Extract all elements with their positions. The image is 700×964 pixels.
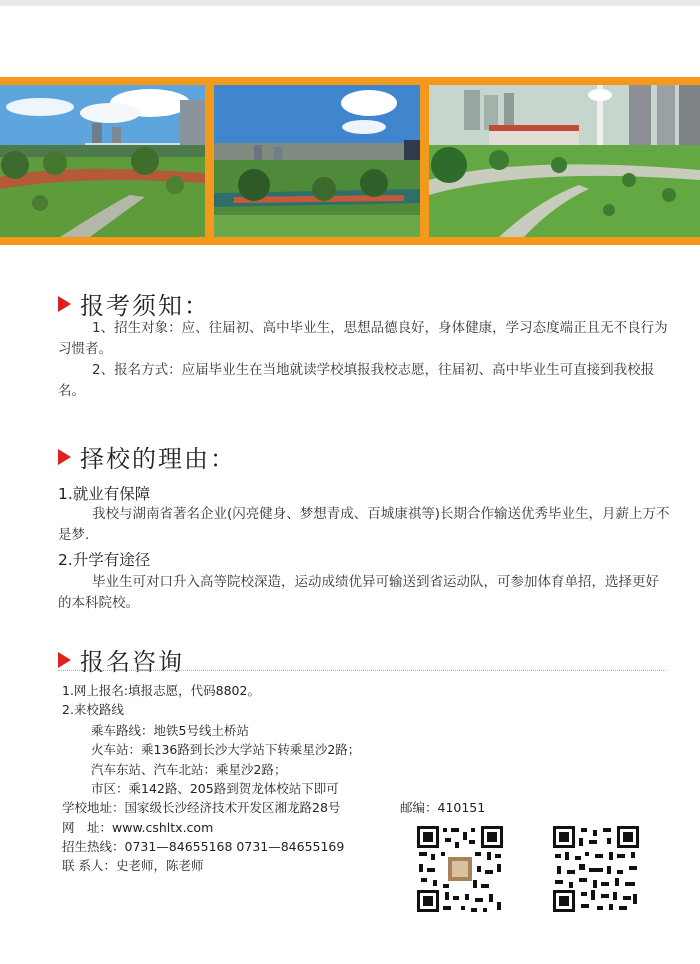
- postcode: 邮编：410151: [400, 800, 486, 815]
- reason-2-text: [58, 572, 670, 614]
- route-heading: 2.来校路线: [62, 702, 124, 717]
- route-metro: 乘车路线：地铁5号线土桥站: [91, 723, 249, 738]
- notice-title: 报考须知：: [80, 292, 210, 320]
- contact-persons: 联 系人：史老师，陈老师: [62, 858, 204, 873]
- notice-item-1: [58, 318, 670, 360]
- reason-1-text: [58, 504, 670, 546]
- route-bus-station: 汽车东站、汽车北站：乘星沙2路；: [91, 762, 287, 777]
- red-arrow-icon: [58, 296, 71, 312]
- notice-heading: [58, 286, 210, 321]
- reasons-heading: [58, 439, 236, 474]
- campus-photo-1: [0, 85, 205, 237]
- top-rule: [0, 0, 700, 6]
- website[interactable]: 网 址：www.cshltx.com: [62, 820, 214, 835]
- dotted-divider: [58, 670, 666, 671]
- notice-item-2: [58, 360, 670, 402]
- consult-heading: [58, 642, 184, 677]
- reason-2-body: 毕业生可对口升入高等院校深造，运动成绩优异可输送到省运动队，可参加体育单招，选择更好的本科院校。: [58, 574, 659, 611]
- consult-title: 报名咨询: [80, 648, 184, 676]
- campus-photo-3: [429, 85, 700, 237]
- qr-code-icon: [415, 824, 505, 914]
- notice-item-1-text: 1、招生对象：应、往届初、高中毕业生，思想品德良好，身体健康，学习态度端正且无不良行为习惯者。: [58, 320, 668, 357]
- reason-1-heading: 1.就业有保障: [58, 485, 151, 503]
- red-arrow-icon: [58, 449, 71, 465]
- reasons-title: 择校的理由：: [80, 445, 236, 473]
- campus-photo-2: [214, 85, 420, 237]
- school-address: 学校地址：国家级长沙经济技术开发区湘龙路28号: [62, 800, 341, 815]
- reason-2-heading: 2.升学有途径: [58, 551, 151, 569]
- qr-code-icon: [551, 824, 641, 914]
- notice-item-2-text: 2、报名方式：应届毕业生在当地就读学校填报我校志愿，往届初、高中毕业生可直接到我校报名。: [58, 362, 655, 399]
- route-city: 市区：乘142路、205路到贺龙体校站下即可: [91, 781, 339, 796]
- hotline: 招生热线：0731—84655168 0731—84655169: [62, 839, 345, 854]
- red-arrow-icon: [58, 652, 71, 668]
- online-signup: 1.网上报名:填报志愿，代码8802。: [62, 683, 260, 698]
- route-train: 火车站：乘136路到长沙大学站下转乘星沙2路；: [91, 742, 361, 757]
- reason-1-body: 我校与湖南省著名企业(闪亮健身、梦想青成、百城康祺等)长期合作输送优秀毕业生，月薪上万不是梦.: [58, 506, 670, 543]
